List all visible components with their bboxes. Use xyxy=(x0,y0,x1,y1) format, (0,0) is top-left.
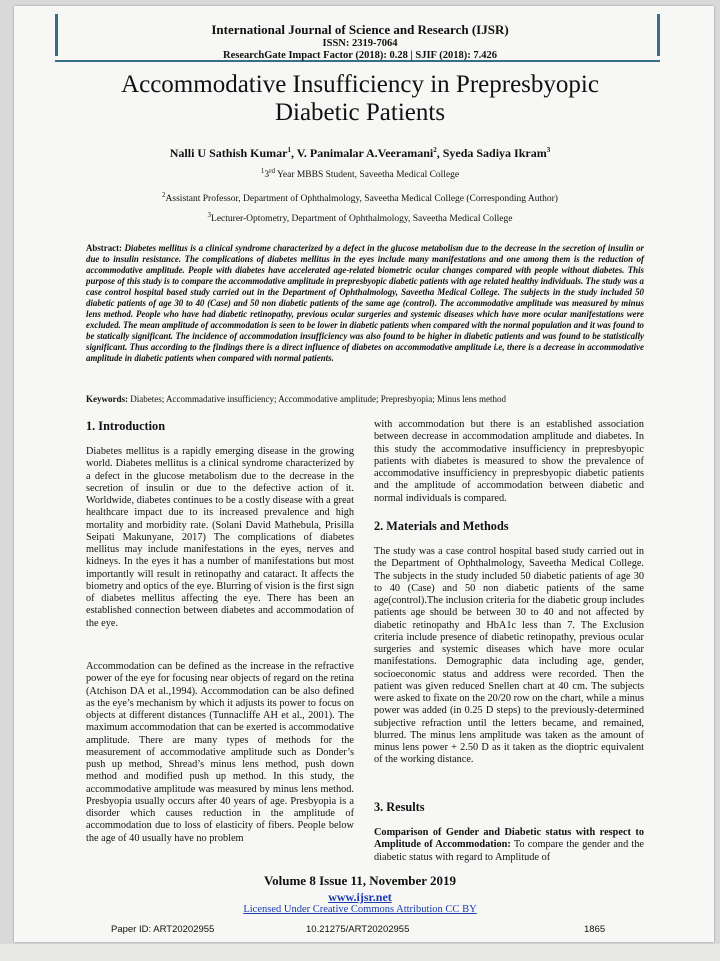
author-separator: , xyxy=(290,146,297,160)
paper-id: Paper ID: ART20202955 xyxy=(111,924,215,935)
keywords-text: Diabetes; Accommadative insufficiency; Accommodative amplitude; Prepresbyopia; Minus lens method xyxy=(128,394,506,404)
abstract-text: Diabetes mellitus is a clinical syndrome characterized by a defect in the glucose metabolism due to the decrease in the secretion of insulin or due to insulin resistance. The complications of diabetes mellitus in the eyes include many manifestations and one among them is the reduction of accommodative amplitude. People with diabetes have accelerated age-related biometric ocular changes compared with people without diabetes. This purpose of this study is to compare the accommodative amplitude in prepresbyopic diabetic patients with age related healthy individuals. The study was a case control hospital based study carried out in the Department of Ophthalmology, Saveetha Medical College. The subjects in the study included 50 diabetic patients of age 30 to 40 (Case) and 50 non diabetic patients of the same age (control). The accommodative amplitude was measured by minus lens method. People who have had diabetic retinopathy, previous ocular surgeries and systemic diseases which have more ocular manifestations were excluded. The mean amplitude of accommodation is seen to be lower in diabetic patients when compared with the normal population and it was found to be statically significant. The incidence of accommodation insufficiency was also found to be higher in diabetic patients and was found to be statistically significant. Thus according to the findings there is a direct influence of diabetes on accommodative amplitude i.e, there is a decrease in accommodative amplitude in diabetic patients when compared with normal patients. xyxy=(86,243,644,363)
section-heading-results: 3. Results xyxy=(374,800,425,814)
results-subheading: Comparison of Gender and Diabetic status with respect to Amplitude of Accommodation: xyxy=(374,827,644,851)
results-paragraph xyxy=(374,827,644,864)
affiliation-1-text: Year MBBS Student, Saveetha Medical College xyxy=(274,170,460,180)
author-2: V. Panimalar A.Veeramani xyxy=(296,146,434,160)
license-link[interactable]: Licensed Under Creative Commons Attribution CC BY xyxy=(243,904,477,915)
author-1-sup: 1 xyxy=(287,146,291,154)
journal-title: International Journal of Science and Research (IJSR) xyxy=(211,22,509,37)
methods-paragraph-text: The study was a case control hospital based study carried out in the Department of Ophthalmology, Saveetha Medical College. The subjects in the study included 50 diabetic patients of age 30 to 40 (Case) and 50 non diabetic patients of the same age(control).The inclusion criteria for the diabetic group includes patients age should be between 30 to 40 and not affected by diabetic retinopathy and HbA1c less than 7. The Exclusion criteria include presence of diabetic retinopathy, previous ocular surgeries and systemic diseases which have more ocular manifestations. Demographic data including age, gender, socioeconomic status and address were recorded. Then the patient was given reduced Snellen chart at 40 cm. The subjects were asked to fixate on the 20/20 row on the chart, while a minus power was added (in 0.25 D steps) to the previously-determined subjective refraction until the letters became, and remained, blurred. The minus lens amplitude was taken as the amount of minus lens power + 2.50 D as it taken as the dioptric equivalent of the working distance. xyxy=(374,546,644,766)
section-heading-introduction: 1. Introduction xyxy=(86,419,166,433)
author-1: Nalli U Sathish Kumar xyxy=(169,146,288,160)
introduction-paragraph-2 xyxy=(86,661,354,845)
journal-website-link[interactable]: www.ijsr.net xyxy=(328,890,392,904)
section-heading-methods: 2. Materials and Methods xyxy=(374,519,509,533)
introduction-paragraph-1-text: Diabetes mellitus is a rapidly emerging disease in the growing world. Diabetes mellitus is a clinical syndrome characterized by a defect in the glucose metabolism due to the decrease in the secretion of insulin or due to the defective action of it. Worldwide, diabetes continues to be a costly disease with a great healthcare impact due to its increased prevalence and high mortality and morbidity rate. (Solani David Mathebula, Prisilla Seipati Makunyane, 2017) The complications of diabetes mellitus may include manifestations in the eyes, nerves and kidneys. In the eyes it has a number of manifestations but most importantly will result in retinopathy and cataract. It affects the biometry and optics of the eye. Blurring of vision is the first sign of diabetes mellitus affecting the eye. There has been an established connection between diabetes and accommodation of the eye. xyxy=(86,446,354,629)
right-column-continuation-text: with accommodation but there is an established association between decrease in accommodation amplitude and diabetes. In this study the accommodative insufficiency in prepresbyopic patients with diabetes is measured to show the prevalence of accommodative insufficiency in prepresbyopic diabetic patients and the amplitude of accommodation between diabetic and normal individuals is compared. xyxy=(374,419,644,504)
author-3: Syeda Sadiya Ikram xyxy=(442,146,547,160)
author-3-sup: 3 xyxy=(546,146,551,154)
page-number: 1865 xyxy=(584,924,606,935)
author-separator: , xyxy=(436,146,443,160)
results-paragraph-text: To compare the gender and the diabetic status with regard to Amplitude of xyxy=(374,839,644,863)
volume-issue: Volume 8 Issue 11, November 2019 xyxy=(263,873,457,888)
affiliation-3-sup: 3 xyxy=(207,210,212,219)
paper-title-line-2: Diabetic Patients xyxy=(274,99,446,126)
scan-background-strip xyxy=(0,944,720,961)
affiliation-1-ordinal-suffix: rd xyxy=(269,166,275,175)
affiliation-3 xyxy=(0,210,720,224)
affiliation-1-ordinal: 3 xyxy=(264,170,270,180)
abstract-label: Abstract: xyxy=(86,243,122,253)
keywords xyxy=(86,394,644,404)
introduction-paragraph-1 xyxy=(86,446,354,630)
right-column-continuation xyxy=(374,419,644,505)
author-list xyxy=(0,146,720,161)
affiliation-1-sup: 1 xyxy=(260,166,265,175)
keywords-label: Keywords: xyxy=(86,394,128,404)
methods-paragraph xyxy=(374,546,644,767)
abstract xyxy=(86,243,644,363)
paper-title-line-1: Accommodative Insufficiency in Prepresbyopic xyxy=(121,71,599,98)
author-2-sup: 2 xyxy=(433,146,437,154)
affiliation-2-sup: 2 xyxy=(162,190,166,199)
affiliation-2 xyxy=(0,190,720,204)
doi: 10.21275/ART20202955 xyxy=(306,924,410,935)
journal-impact-factor: ResearchGate Impact Factor (2018): 0.28 | SJIF (2018): 7.426 xyxy=(223,50,497,61)
paper-title xyxy=(40,71,680,127)
affiliation-1 xyxy=(0,166,720,180)
affiliation-3-text: Lecturer-Optometry, Department of Ophthalmology, Saveetha Medical College xyxy=(211,214,513,224)
journal-issn: ISSN: 2319-7064 xyxy=(322,38,398,49)
affiliation-2-text: Assistant Professor, Department of Ophthalmology, Saveetha Medical College (Corresponding Author) xyxy=(165,194,558,204)
introduction-paragraph-2-text: Accommodation can be defined as the increase in the refractive power of the eye for focusing near objects of regard on the retina (Atchison DA et al.,1994). Accommodation can be also defined as the eye’s mechanism by which it adjusts its power to focus on objects at different distances (Tunnacliffe AH et al., 2001). The maximum accommodation that can be exerted is accommodative amplitude. There are many types of methods for the measurement of accommodative amplitude such as Donder’s push up method, Shread’s minus lens method, push down method and modified push up method. In this study, the accommodative amplitude was measured by minus lens method. Presbyopia usually occurs after 40 years of age. Presbyopia is a disorder which causes reduction in the amplitude of accommodation due to loss of elasticity of fibers. People below the age of 40 usually have no problem xyxy=(86,661,354,844)
